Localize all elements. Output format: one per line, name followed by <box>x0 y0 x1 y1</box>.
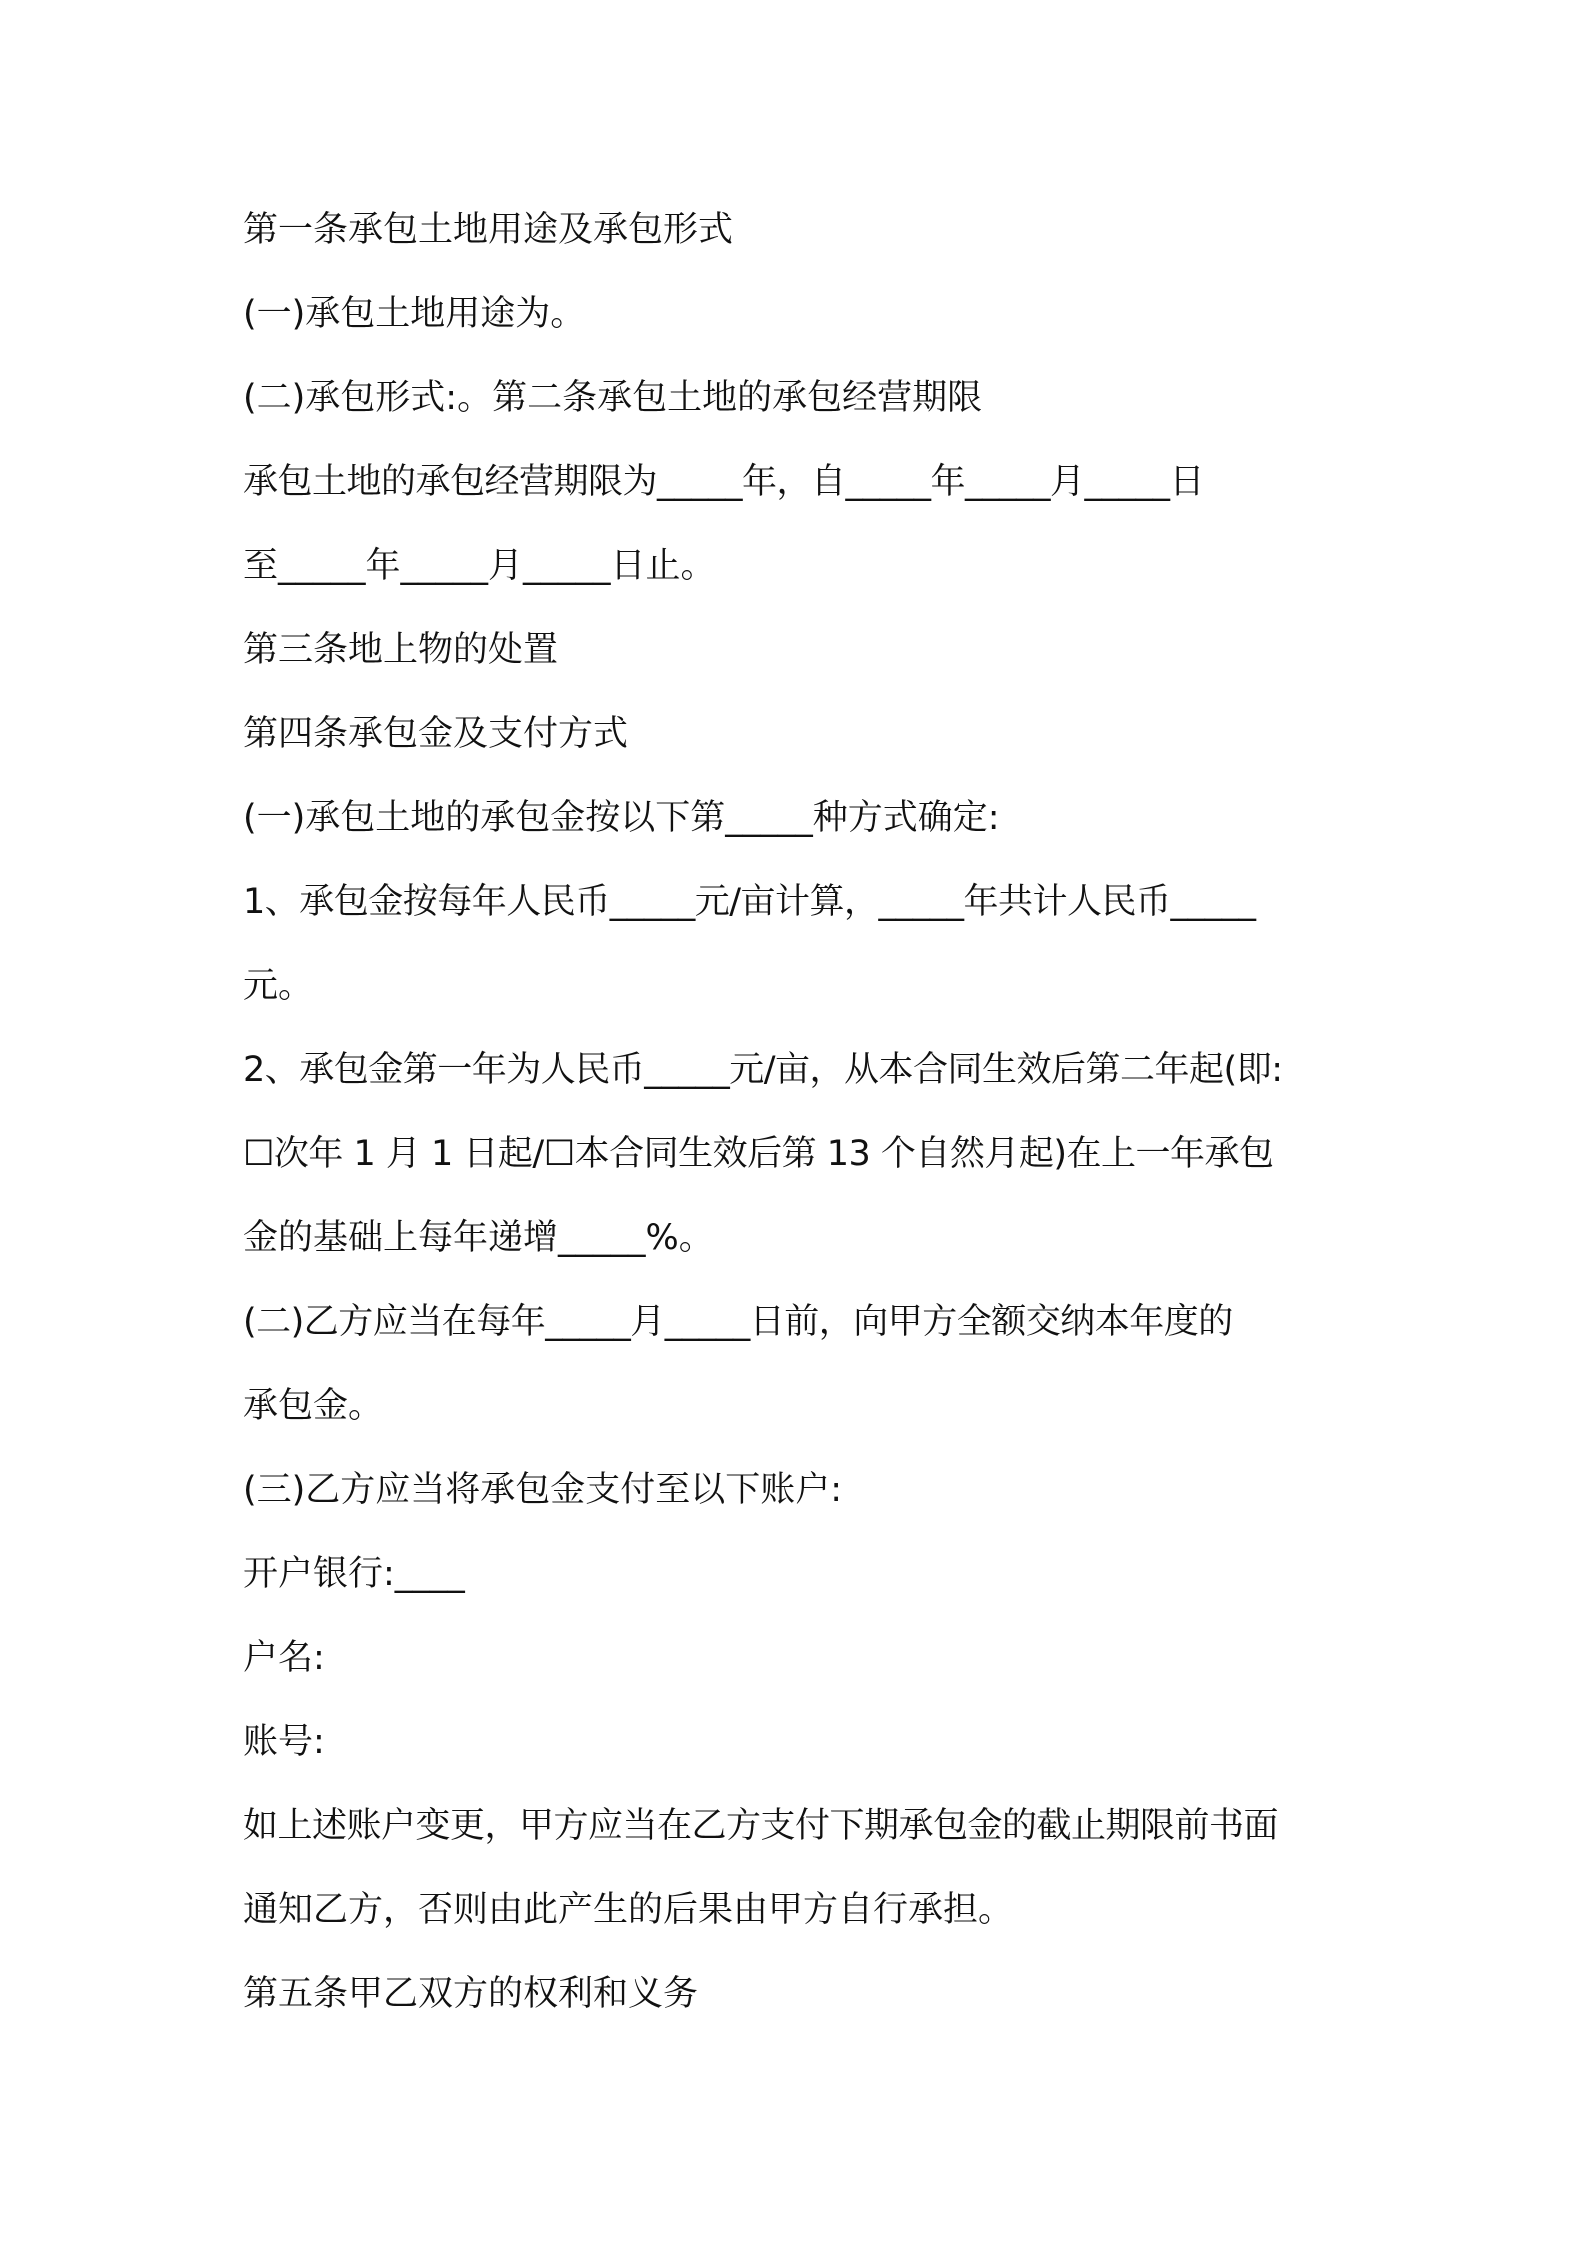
payment-option-1-line-1: 1、承包金按每年人民币_____元/亩计算，_____年共计人民币_____ <box>243 882 1256 922</box>
article-4-heading: 第四条承包金及支付方式 <box>243 714 629 754</box>
payment-option-1-line-2: 元。 <box>243 966 314 1006</box>
account-change-clause-line-1: 如上述账户变更，甲方应当在乙方支付下期承包金的截止期限前书面 <box>243 1806 1279 1846</box>
term-clause-line-1: 承包土地的承包经营期限为_____年，自_____年_____月_____日 <box>243 462 1205 502</box>
term-clause-line-2: 至_____年_____月_____日止。 <box>243 546 716 586</box>
account-name-field: 户名: <box>243 1638 325 1678</box>
account-number-field: 账号: <box>243 1722 325 1762</box>
document-body <box>243 200 1363 2048</box>
article-5-heading: 第五条甲乙双方的权利和义务 <box>243 1974 699 2014</box>
payment-deadline-line-2: 承包金。 <box>243 1386 384 1426</box>
payment-option-2-line-1: 2、承包金第一年为人民币_____元/亩，从本合同生效后第二年起(即: <box>243 1050 1283 1090</box>
payment-account-clause: (三)乙方应当将承包金支付至以下账户: <box>243 1470 843 1510</box>
land-use-clause: (一)承包土地用途为。 <box>243 294 586 334</box>
article-1-heading: 第一条承包土地用途及承包形式 <box>243 210 734 250</box>
payment-option-2-line-3: 金的基础上每年递增_____%。 <box>243 1218 714 1258</box>
bank-name-field: 开户银行:____ <box>243 1554 465 1594</box>
account-change-clause-line-2: 通知乙方，否则由此产生的后果由甲方自行承担。 <box>243 1890 1014 1930</box>
article-3-heading: 第三条地上物的处置 <box>243 630 559 670</box>
payment-method-clause: (一)承包土地的承包金按以下第_____种方式确定: <box>243 798 1000 838</box>
payment-deadline-line-1: (二)乙方应当在每年_____月_____日前，向甲方全额交纳本年度的 <box>243 1302 1233 1342</box>
payment-option-2-line-2: ☐次年 1 月 1 日起/☐本合同生效后第 13 个自然月起)在上一年承包 <box>243 1134 1274 1174</box>
contract-form-clause: (二)承包形式:。第二条承包土地的承包经营期限 <box>243 378 983 418</box>
